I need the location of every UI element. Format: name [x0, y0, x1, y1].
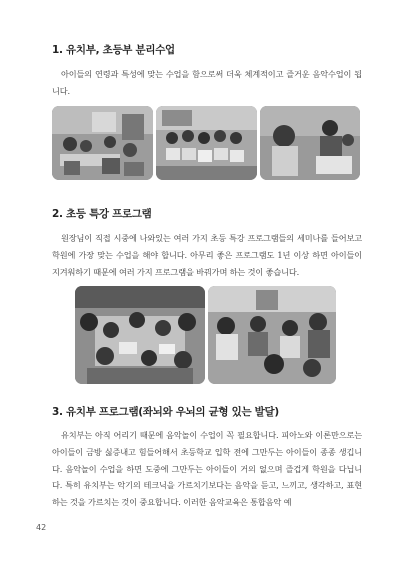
classroom-photo-3	[260, 106, 360, 180]
section-3-paragraph: 유치부는 아직 어리기 때문에 음악놀이 수업이 꼭 필요합니다. 피아노와 이론만으로는 아이들이 금방 싫증내고 힘들어해서 초등학교 입학 전에 그만두는 아이들이 종종 생깁니다. 음악놀이 수업을 하면 도중에 그만두는 아이들이 거의 없으며 즐겁게 학원을 다닙니다. 특히 유치부는 악기의 테크닉을 가르치기보다는 음악을 듣고, 느끼고, 생각하고, 표현하는 것을 가르치는 것이 중요합니다. 이러한 음악교육은 통합음악 예	[52, 430, 362, 508]
group-activity-photo-2	[208, 286, 336, 384]
section-1-paragraph: 아이들의 연령과 특성에 맞는 수업을 함으로써 더욱 체계적이고 즐거운 음악수업이 됩니다.	[52, 69, 362, 96]
section-2-title: 2. 초등 특강 프로그램	[52, 208, 152, 220]
section-3-title: 3. 유치부 프로그램(좌뇌와 우뇌의 균형 있는 발달)	[52, 406, 279, 418]
group-activity-photo-1	[75, 286, 205, 384]
section-2-paragraph: 원장님이 직접 시중에 나와있는 여러 가지 초등 특강 프로그램들의 세미나를 들어보고 학원에 가장 맞는 수업을 해야 합니다. 아무리 좋은 프로그램도 1년 이상 하면 아이들이 지겨워하기 때문에 여러 가지 프로그램을 바꿔가며 하는 것이 좋습니다.	[52, 233, 362, 277]
classroom-photo-2	[156, 106, 257, 180]
page-number: 42	[36, 523, 47, 532]
classroom-photo-1	[52, 106, 153, 180]
section-1-title: 1. 유치부, 초등부 분리수업	[52, 44, 175, 56]
